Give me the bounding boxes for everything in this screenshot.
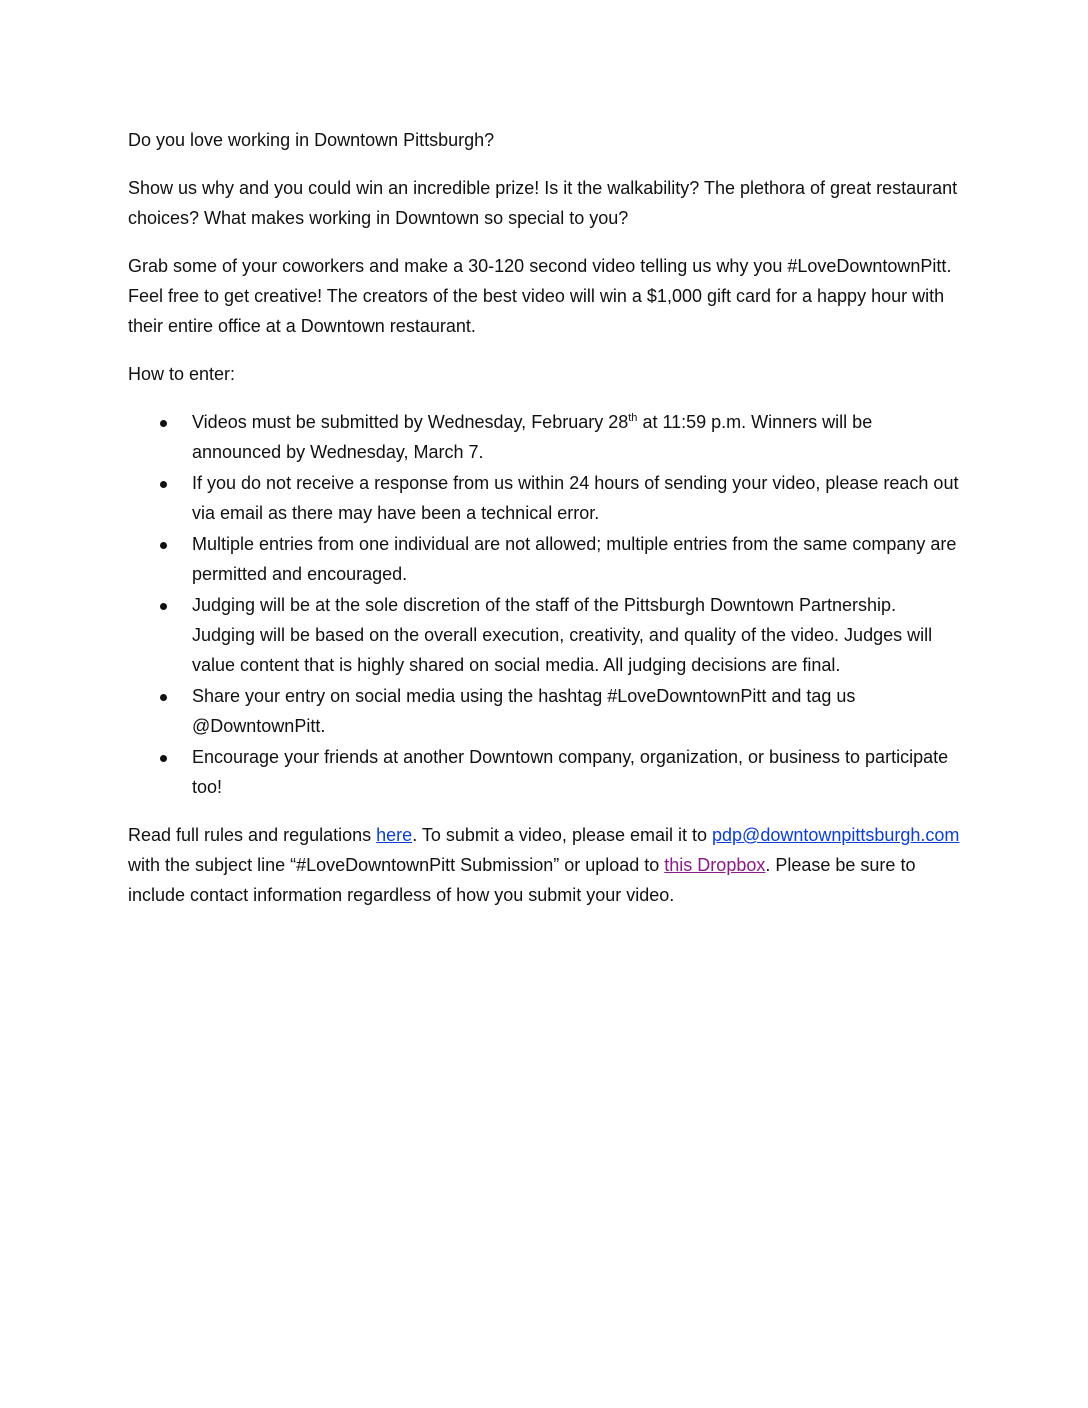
bullet-icon [160, 755, 167, 762]
how-to-enter-heading: How to enter: [128, 364, 236, 384]
rule-judging-text: Judging will be at the sole discretion of the staff of the Pittsburgh Downtown Partnership. Judging will be based on the overall execution, creativity, and quality of the video. Judges will value content that is highly shared on social media. All judging decisions are final. [192, 595, 933, 675]
rules-here-link[interactable]: here [376, 825, 413, 845]
email-link[interactable]: pdp@downtownpittsburgh.com [712, 825, 960, 845]
document-page [128, 125, 960, 928]
closing-text-1: Read full rules and regulations [128, 825, 377, 845]
list-item [128, 590, 960, 680]
rule-response-text: If you do not receive a response from us within 24 hours of sending your video, please reach out via email as there may have been a technical error. [192, 473, 959, 523]
list-item [128, 681, 960, 741]
closing-text-4: . Please be sure to include contact information regardless of how you submit your video. [128, 855, 916, 905]
bullet-icon [160, 694, 167, 701]
rule-encourage-text: Encourage your friends at another Downtown company, organization, or business to participate too! [192, 747, 949, 797]
ordinal-suffix: th [628, 412, 638, 424]
intro-details: Grab some of your coworkers and make a 30-120 second video telling us why you #LoveDowntownPitt. Feel free to get creative! The creators of the best video will win a $1,000 gift card for a happy hour with their entire office at a Downtown restaurant. [128, 256, 952, 336]
bullet-icon [160, 542, 167, 549]
rule-multiple-entries-text: Multiple entries from one individual are not allowed; multiple entries from the same company are permitted and encouraged. [192, 534, 957, 584]
bullet-icon [160, 481, 167, 488]
bullet-icon [160, 603, 167, 610]
rule-share-text: Share your entry on social media using the hashtag #LoveDowntownPitt and tag us @DowntownPitt. [192, 686, 856, 736]
list-item [128, 742, 960, 802]
entry-rules-list [128, 407, 960, 802]
closing-text-3: with the subject line “#LoveDowntownPitt Submission” or upload to [128, 855, 665, 875]
closing-text-2: . To submit a video, please email it to [412, 825, 713, 845]
closing-paragraph [128, 820, 960, 910]
list-item [128, 407, 960, 467]
intro-pitch: Show us why and you could win an incredible prize! Is it the walkability? The plethora of great restaurant choices? What makes working in Downtown so special to you? [128, 178, 958, 228]
rule-deadline-text-cont: at 11:59 p.m. Winners will be announced by Wednesday, March 7. [192, 412, 873, 462]
list-item [128, 529, 960, 589]
rule-deadline-text: Videos must be submitted by Wednesday, February 28 [192, 412, 629, 432]
dropbox-link[interactable]: this Dropbox [664, 855, 766, 875]
list-item [128, 468, 960, 528]
intro-question: Do you love working in Downtown Pittsburgh? [128, 130, 495, 150]
bullet-icon [160, 420, 167, 427]
